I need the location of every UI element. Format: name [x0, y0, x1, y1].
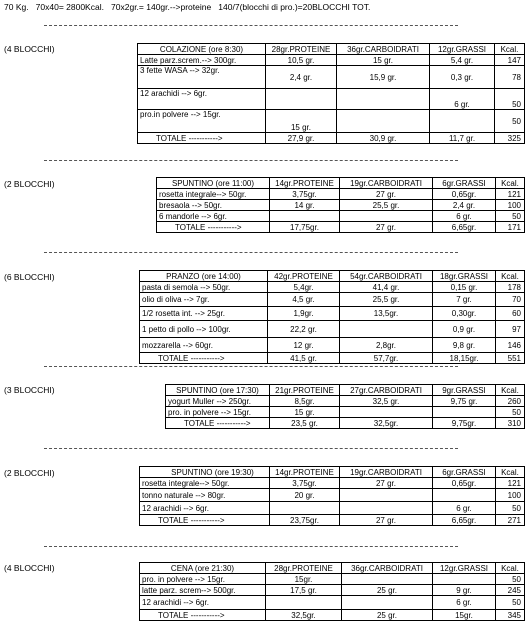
table-cell: 50	[496, 502, 525, 515]
table-cell: 13,5gr.	[340, 307, 433, 321]
table-cell: pro. in polvere --> 15gr.	[140, 574, 266, 585]
table-cell: 27 gr.	[340, 189, 433, 200]
table-cell: 17,5 gr.	[266, 585, 342, 596]
table-header-row	[166, 385, 525, 396]
table-cell	[340, 211, 433, 222]
table-cell: 57,7gr.	[340, 353, 433, 364]
total-row	[140, 515, 525, 526]
fat-header: 18gr.GRASSI	[433, 271, 496, 282]
header-line: 70 Kg. 70x40= 2800Kcal. 70x2gr.= 140gr.-->proteine 140/7(blocchi di pro.)=20BLOCCHI TOT.	[4, 2, 371, 12]
table-cell: 15,9 gr.	[337, 66, 430, 89]
table-cell: TOTALE ----------->	[138, 133, 266, 144]
table-cell	[433, 574, 496, 585]
table-cell	[340, 502, 433, 515]
table-cell: 345	[496, 610, 525, 621]
meal-title: CENA (ore 21:30)	[140, 563, 266, 574]
table-cell: 15 gr.	[270, 407, 340, 418]
table-cell: 1/2 rosetta int. --> 25gr.	[140, 307, 268, 321]
meal-6-table	[139, 562, 525, 621]
table-cell: olio di oliva --> 7gr.	[140, 293, 268, 307]
table-row	[140, 321, 525, 338]
table-cell: 12 gr.	[268, 338, 340, 353]
table-cell: 11,7 gr.	[430, 133, 495, 144]
table-cell: 7 gr.	[433, 293, 496, 307]
table-cell: 0,9 gr.	[433, 321, 496, 338]
fat-header: 6gr.GRASSI	[433, 178, 496, 189]
meal-title: PRANZO (ore 14:00)	[140, 271, 268, 282]
table-cell: 32,5gr.	[266, 610, 342, 621]
meal-title: SPUNTINO (ore 11:00)	[157, 178, 270, 189]
table-cell: 25,5 gr.	[340, 200, 433, 211]
table-cell: TOTALE ----------->	[140, 353, 268, 364]
meal-6-blocchi: (4 BLOCCHI)	[4, 563, 55, 573]
table-cell: pro. in polvere --> 15gr.	[166, 407, 270, 418]
kcal-header: Kcal.	[496, 178, 525, 189]
separator-3	[44, 252, 458, 253]
table-cell	[430, 110, 495, 133]
table-cell	[342, 596, 433, 610]
meal-title: SPUNTINO (ore 19:30)	[140, 467, 270, 478]
table-cell	[340, 407, 433, 418]
table-cell: 32,5gr.	[340, 418, 433, 429]
table-cell	[266, 596, 342, 610]
meal-2-blocchi: (2 BLOCCHI)	[4, 179, 55, 189]
table-cell	[337, 89, 430, 110]
table-cell: 9,8 gr.	[433, 338, 496, 353]
table-cell: 3 fette WASA --> 32gr.	[138, 66, 266, 89]
table-cell: TOTALE ----------->	[157, 222, 270, 233]
table-cell: mozzarella --> 60gr.	[140, 338, 268, 353]
meal-4-blocchi: (3 BLOCCHI)	[4, 385, 55, 395]
table-row	[140, 574, 525, 585]
table-row	[138, 66, 525, 89]
table-cell: 271	[496, 515, 525, 526]
kcal-header: Kcal.	[496, 385, 525, 396]
table-cell: 27 gr.	[340, 222, 433, 233]
meal-title: SPUNTINO (ore 17:30)	[166, 385, 270, 396]
table-cell: 3,75gr.	[270, 478, 340, 489]
table-cell: 14 gr.	[270, 200, 340, 211]
table-cell: bresaola --> 50gr.	[157, 200, 270, 211]
table-cell: 30,9 gr.	[337, 133, 430, 144]
table-cell: 22,2 gr.	[268, 321, 340, 338]
table-cell: 260	[496, 396, 525, 407]
table-cell: 78	[495, 66, 525, 89]
meal-title: COLAZIONE (ore 8:30)	[138, 44, 266, 55]
separator-5	[44, 448, 458, 449]
table-cell: 25 gr.	[342, 585, 433, 596]
table-row	[138, 110, 525, 133]
table-cell: latte parz. screm--> 500gr.	[140, 585, 266, 596]
table-cell: 6 gr.	[433, 596, 496, 610]
table-cell: 17,75gr.	[270, 222, 340, 233]
kcal-header: Kcal.	[496, 271, 525, 282]
meal-2-table	[156, 177, 525, 233]
table-row	[140, 282, 525, 293]
table-cell: 15gr.	[266, 574, 342, 585]
table-row	[138, 89, 525, 110]
kcal-header: Kcal.	[496, 563, 525, 574]
table-cell: 32,5 gr.	[340, 396, 433, 407]
protein-header: 14gr.PROTEINE	[270, 178, 340, 189]
table-cell: 50	[495, 89, 525, 110]
protein-header: 14gr.PROTEINE	[270, 467, 340, 478]
table-cell: TOTALE ----------->	[140, 515, 270, 526]
meal-5-blocchi: (2 BLOCCHI)	[4, 468, 55, 478]
table-header-row	[140, 467, 525, 478]
carb-header: 54gr.CARBOIDRATI	[340, 271, 433, 282]
carb-header: 36gr.CARBOIDRATI	[342, 563, 433, 574]
fat-header: 9gr.GRASSI	[433, 385, 496, 396]
fat-header: 12gr.GRASSI	[430, 44, 495, 55]
table-cell: 0,65gr.	[433, 478, 496, 489]
table-row	[138, 55, 525, 66]
separator-1	[44, 25, 458, 26]
table-cell: 100	[496, 200, 525, 211]
table-cell: 15 gr.	[266, 110, 337, 133]
table-cell: 6 gr.	[433, 502, 496, 515]
fat-header: 6gr.GRASSI	[433, 467, 496, 478]
table-cell: 121	[496, 478, 525, 489]
table-cell: 0,3 gr.	[430, 66, 495, 89]
table-cell: 245	[496, 585, 525, 596]
table-row	[166, 396, 525, 407]
table-row	[157, 211, 525, 222]
separator-2	[44, 160, 458, 161]
table-cell: 27 gr.	[340, 478, 433, 489]
kcal-header: Kcal.	[496, 467, 525, 478]
table-cell: 178	[496, 282, 525, 293]
table-row	[140, 478, 525, 489]
table-cell: 12 arachidi --> 6gr.	[140, 502, 270, 515]
table-cell: 3,75gr.	[270, 189, 340, 200]
table-cell: 27,9 gr.	[266, 133, 337, 144]
table-cell: 4,5 gr.	[268, 293, 340, 307]
table-cell: 2,8gr.	[340, 338, 433, 353]
fat-header: 12gr.GRASSI	[433, 563, 496, 574]
table-cell: 23,75gr.	[270, 515, 340, 526]
table-cell: 50	[496, 407, 525, 418]
table-cell: rosetta integrale--> 50gr.	[157, 189, 270, 200]
table-cell: 0,15 gr.	[433, 282, 496, 293]
table-cell: 41,5 gr.	[268, 353, 340, 364]
table-cell: 5,4 gr.	[430, 55, 495, 66]
protein-header: 42gr.PROTEINE	[268, 271, 340, 282]
table-cell	[340, 321, 433, 338]
table-cell: 6 gr.	[430, 89, 495, 110]
table-cell	[270, 502, 340, 515]
table-header-row	[157, 178, 525, 189]
table-cell: 70	[496, 293, 525, 307]
table-cell: 6 mandorle --> 6gr.	[157, 211, 270, 222]
table-row	[140, 307, 525, 321]
table-header-row	[138, 44, 525, 55]
table-row	[140, 585, 525, 596]
table-cell: 50	[496, 574, 525, 585]
total-row	[140, 610, 525, 621]
table-cell: 15 gr.	[337, 55, 430, 66]
table-cell: 9,75 gr.	[433, 396, 496, 407]
table-cell: 147	[495, 55, 525, 66]
table-cell: 41,4 gr.	[340, 282, 433, 293]
table-row	[140, 338, 525, 353]
table-cell: 0,30gr.	[433, 307, 496, 321]
table-cell: tonno naturale --> 80gr.	[140, 489, 270, 502]
table-cell	[342, 574, 433, 585]
table-row	[140, 596, 525, 610]
carb-header: 19gr.CARBOIDRATI	[340, 178, 433, 189]
table-cell: 25 gr.	[342, 610, 433, 621]
table-cell: 171	[496, 222, 525, 233]
table-cell: 25,5 gr.	[340, 293, 433, 307]
table-cell	[266, 89, 337, 110]
table-cell: 27 gr.	[340, 515, 433, 526]
meal-3-table	[139, 270, 525, 364]
table-cell: 146	[496, 338, 525, 353]
table-cell: 0,65gr.	[433, 189, 496, 200]
meal-1-table	[137, 43, 525, 144]
table-cell: Latte parz.screm.--> 300gr.	[138, 55, 266, 66]
carb-header: 36gr.CARBOIDRATI	[337, 44, 430, 55]
table-cell: 50	[496, 596, 525, 610]
table-cell: 97	[496, 321, 525, 338]
table-cell: TOTALE ----------->	[166, 418, 270, 429]
table-row	[166, 407, 525, 418]
table-header-row	[140, 271, 525, 282]
table-cell: rosetta integrale--> 50gr.	[140, 478, 270, 489]
table-cell: 5,4gr.	[268, 282, 340, 293]
meal-4-table	[165, 384, 525, 429]
table-cell: 6 gr.	[433, 211, 496, 222]
table-row	[140, 502, 525, 515]
table-cell: pasta di semola --> 50gr.	[140, 282, 268, 293]
separator-6	[44, 546, 458, 547]
total-row	[138, 133, 525, 144]
table-cell: 50	[496, 211, 525, 222]
table-cell: 9,75gr.	[433, 418, 496, 429]
meal-3-blocchi: (6 BLOCCHI)	[4, 272, 55, 282]
table-cell: pro.in polvere --> 15gr.	[138, 110, 266, 133]
table-cell: 10,5 gr.	[266, 55, 337, 66]
table-cell: 18,15gr.	[433, 353, 496, 364]
total-row	[166, 418, 525, 429]
table-cell: 551	[496, 353, 525, 364]
table-cell	[433, 489, 496, 502]
table-cell: 12 arachidi --> 6gr.	[138, 89, 266, 110]
carb-header: 19gr.CARBOIDRATI	[340, 467, 433, 478]
table-cell: 9 gr.	[433, 585, 496, 596]
table-cell: 325	[495, 133, 525, 144]
table-cell	[270, 211, 340, 222]
table-row	[157, 200, 525, 211]
table-cell	[340, 489, 433, 502]
table-cell: 23,5 gr.	[270, 418, 340, 429]
table-cell	[433, 407, 496, 418]
protein-header: 28gr.PROTEINE	[266, 44, 337, 55]
meal-1-blocchi: (4 BLOCCHI)	[4, 44, 55, 54]
protein-header: 28gr.PROTEINE	[266, 563, 342, 574]
separator-4	[44, 366, 458, 367]
protein-header: 21gr.PROTEINE	[270, 385, 340, 396]
table-cell: 15gr.	[433, 610, 496, 621]
total-row	[140, 353, 525, 364]
table-row	[140, 489, 525, 502]
table-cell: 1,9gr.	[268, 307, 340, 321]
table-cell: 100	[496, 489, 525, 502]
table-cell: 6,65gr.	[433, 222, 496, 233]
table-cell: 121	[496, 189, 525, 200]
table-row	[157, 189, 525, 200]
table-cell: 310	[496, 418, 525, 429]
table-cell: 6,65gr.	[433, 515, 496, 526]
kcal-header: Kcal.	[495, 44, 525, 55]
table-cell: 20 gr.	[270, 489, 340, 502]
table-row	[140, 293, 525, 307]
table-cell: TOTALE ----------->	[140, 610, 266, 621]
table-cell: 2,4 gr.	[266, 66, 337, 89]
total-row	[157, 222, 525, 233]
table-cell: 2,4 gr.	[433, 200, 496, 211]
meal-5-table	[139, 466, 525, 526]
table-header-row	[140, 563, 525, 574]
table-cell: 60	[496, 307, 525, 321]
table-cell	[337, 110, 430, 133]
table-cell: 1 petto di pollo --> 100gr.	[140, 321, 268, 338]
carb-header: 27gr.CARBOIDRATI	[340, 385, 433, 396]
table-cell: yogurt Muller --> 250gr.	[166, 396, 270, 407]
table-cell: 12 arachidi --> 6gr.	[140, 596, 266, 610]
table-cell: 8,5gr.	[270, 396, 340, 407]
table-cell: 50	[495, 110, 525, 133]
